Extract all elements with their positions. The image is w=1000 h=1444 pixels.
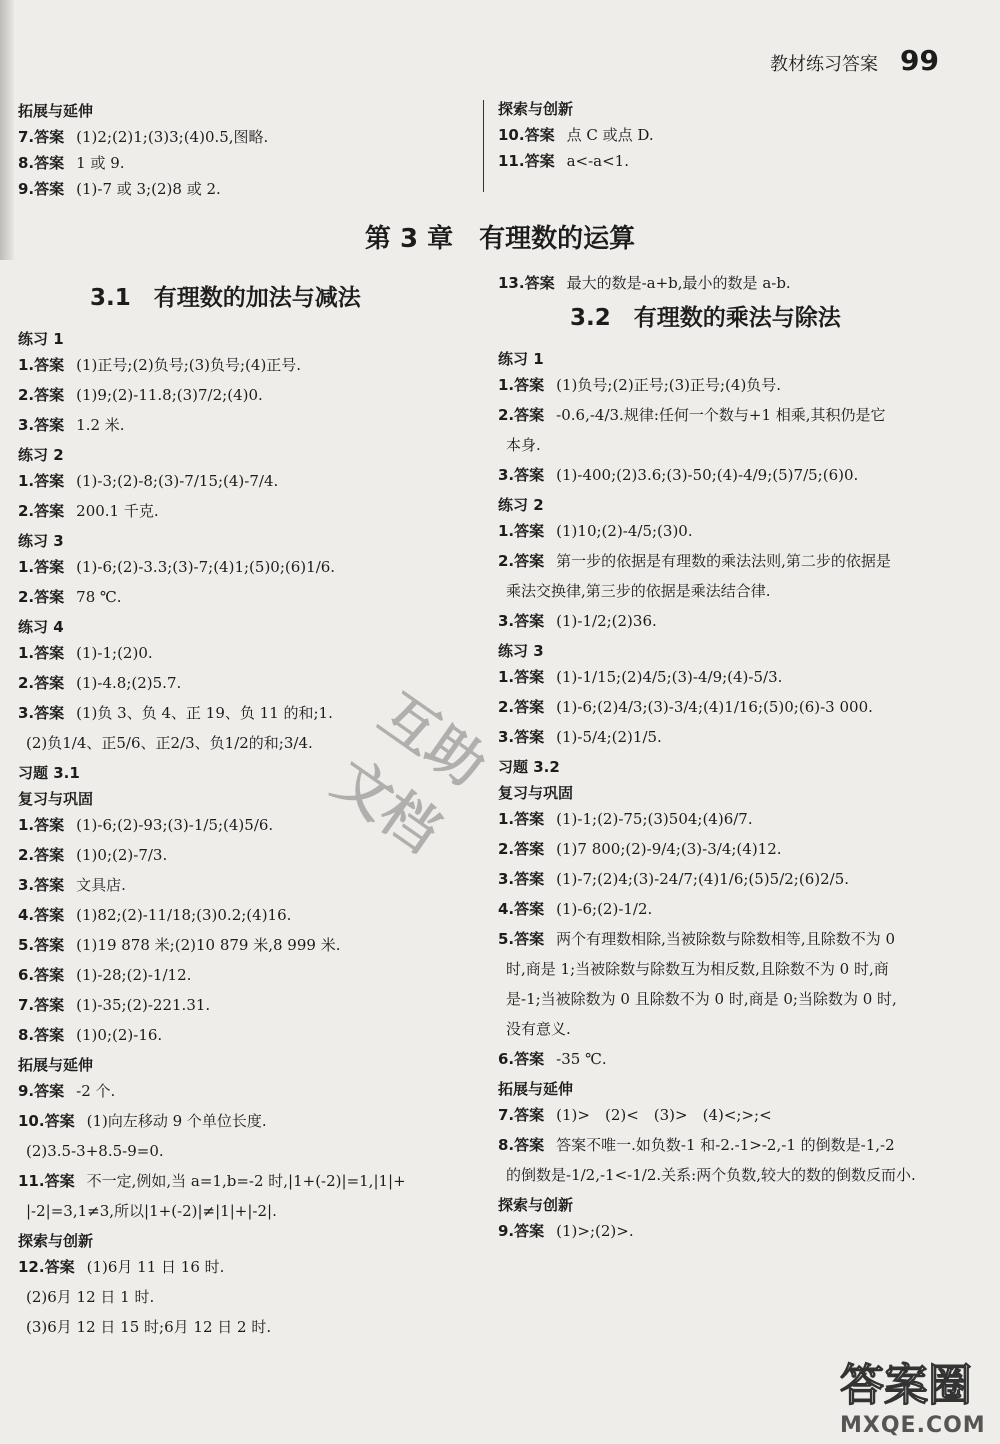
continuation-line: (2)负1/4、正5/6、正2/3、负1/2的和;3/4. <box>26 734 313 752</box>
answer-number: 2. <box>498 406 515 424</box>
answer-line: 13.答案 最大的数是-a+b,最小的数是 a-b. <box>498 274 791 292</box>
section-heading: 练习 1 <box>498 350 544 368</box>
section-heading: 习题 3.2 <box>498 758 560 776</box>
answer-line <box>18 588 478 618</box>
answer-text: -0.6,-4/3.规律:任何一个数与+1 相乘,其积仍是它 <box>556 406 886 424</box>
answer-line <box>18 1112 478 1142</box>
section-heading: 复习与巩固 <box>498 784 574 802</box>
answer-text: (1)-1;(2)0. <box>76 644 153 662</box>
answer-label: 答案 <box>514 698 545 716</box>
continuation-line: 乘法交换律,第三步的依据是乘法结合律. <box>506 582 771 600</box>
answer-text: (1)-6;(2)-3.3;(3)-7;(4)1;(5)0;(6)1/6. <box>76 558 336 576</box>
answer-line <box>18 416 478 446</box>
section-heading: 练习 2 <box>498 496 544 514</box>
answer-text: (1)2;(2)1;(3)3;(4)0.5,图略. <box>76 128 269 146</box>
answer-line <box>498 552 978 582</box>
answer-label: 答案 <box>514 1136 545 1154</box>
answer-number: 8. <box>498 1136 515 1154</box>
answer-number: 11. <box>18 1172 45 1190</box>
answer-number: 10. <box>18 1112 45 1130</box>
answer-label: 答案 <box>34 704 65 722</box>
answer-label: 答案 <box>514 522 545 540</box>
answer-number: 2. <box>18 588 35 606</box>
continuation-line: (3)6月 12 日 15 时;6月 12 日 2 时. <box>26 1318 272 1336</box>
answer-label: 答案 <box>34 180 65 198</box>
section-heading: 探索与创新 <box>498 1196 574 1214</box>
answer-label: 答案 <box>514 810 545 828</box>
continuation-line: 时,商是 1;当被除数与除数互为相反数,且除数不为 0 时,商 <box>506 960 889 978</box>
answer-text: (1)正号;(2)负号;(3)负号;(4)正号. <box>76 356 302 374</box>
left-column <box>18 284 478 1348</box>
answer-text: (1)19 878 米;(2)10 879 米,8 999 米. <box>76 936 341 954</box>
answer-label: 答案 <box>34 966 65 984</box>
answer-line <box>498 870 978 900</box>
answer-line <box>18 386 478 416</box>
answer-text: (1)负号;(2)正号;(3)正号;(4)负号. <box>556 376 782 394</box>
section-heading: 练习 1 <box>18 330 64 348</box>
answer-number: 5. <box>498 930 515 948</box>
answer-text: 两个有理数相除,当被除数与除数相等,且除数不为 0 <box>556 930 896 948</box>
answer-text: (1)-1/15;(2)4/5;(3)-4/9;(4)-5/3. <box>556 668 783 686</box>
answer-label: 答案 <box>34 996 65 1014</box>
answer-number: 1. <box>18 356 35 374</box>
answer-number: 3. <box>498 612 515 630</box>
answer-label: 答案 <box>44 1172 75 1190</box>
answer-label: 答案 <box>514 728 545 746</box>
answer-text: (1)向左移动 9 个单位长度. <box>86 1112 267 1130</box>
answer-text: 200.1 千克. <box>76 502 159 520</box>
answer-number: 7. <box>498 1106 515 1124</box>
answer-text: (1)7 800;(2)-9/4;(3)-3/4;(4)12. <box>556 840 782 858</box>
section-heading: 拓展与延伸 <box>18 1056 94 1074</box>
section-heading: 练习 3 <box>498 642 544 660</box>
answer-label: 答案 <box>34 936 65 954</box>
answer-label: 答案 <box>34 1026 65 1044</box>
answer-text: (1)> (2)< (3)> (4)<;>;< <box>556 1106 772 1124</box>
answer-line <box>498 668 978 698</box>
answer-line <box>18 502 478 532</box>
section-heading: 复习与巩固 <box>18 790 94 808</box>
section-heading: 拓展与延伸 <box>18 102 94 120</box>
answer-label: 答案 <box>34 558 65 576</box>
answer-line <box>18 906 478 936</box>
answer-line <box>498 810 978 840</box>
answer-line <box>18 558 478 588</box>
answer-label: 答案 <box>34 416 65 434</box>
answer-text: (1)6月 11 日 16 时. <box>86 1258 225 1276</box>
answer-text: -2 个. <box>76 1082 116 1100</box>
corner-watermark-url: MXQE.COM <box>840 1413 986 1438</box>
answer-number: 8. <box>18 1026 35 1044</box>
answer-label: 答案 <box>34 128 65 146</box>
answer-text: (1)-3;(2)-8;(3)-7/15;(4)-7/4. <box>76 472 279 490</box>
answer-text: 1.2 米. <box>76 416 125 434</box>
corner-watermark <box>840 1349 990 1439</box>
answer-number: 1. <box>498 668 515 686</box>
answer-line <box>498 466 978 496</box>
answer-text: (1)-6;(2)4/3;(3)-3/4;(4)1/16;(5)0;(6)-3 000. <box>556 698 873 716</box>
answer-line <box>18 846 478 876</box>
answer-line <box>498 900 978 930</box>
answer-text: (1)9;(2)-11.8;(3)7/2;(4)0. <box>76 386 263 404</box>
answer-number: 1. <box>498 810 515 828</box>
answer-text: (1)-4.8;(2)5.7. <box>76 674 182 692</box>
answer-label: 答案 <box>34 906 65 924</box>
answer-text: (1)-7;(2)4;(3)-24/7;(4)1/6;(5)5/2;(6)2/5. <box>556 870 850 888</box>
section-title: 3.2 有理数的乘法与除法 <box>570 305 841 331</box>
answer-label: 答案 <box>514 1222 545 1240</box>
section-heading: 探索与创新 <box>498 100 574 118</box>
answer-number: 1. <box>498 376 515 394</box>
answer-line <box>18 1258 478 1288</box>
top-left-block <box>18 102 478 206</box>
answer-number: 8. <box>18 154 35 172</box>
answer-label: 答案 <box>514 466 545 484</box>
answer-number: 9. <box>18 180 35 198</box>
answer-label: 答案 <box>44 1258 75 1276</box>
answer-number: 2. <box>18 386 35 404</box>
answer-label: 答案 <box>514 668 545 686</box>
answer-label: 答案 <box>34 356 65 374</box>
answer-line <box>498 152 978 178</box>
answer-label: 答案 <box>34 674 65 692</box>
answer-number: 6. <box>18 966 35 984</box>
answer-number: 3. <box>18 876 35 894</box>
answer-label: 答案 <box>514 552 545 570</box>
answer-line <box>18 180 478 206</box>
answer-label: 答案 <box>514 870 545 888</box>
answer-text: (1)0;(2)-7/3. <box>76 846 168 864</box>
section-heading: 练习 3 <box>18 532 64 550</box>
chapter-title: 第 3 章 有理数的运算 <box>364 224 636 254</box>
section-title: 3.1 有理数的加法与减法 <box>90 285 361 311</box>
answer-text: (1)-400;(2)3.6;(3)-50;(4)-4/9;(5)7/5;(6)0. <box>556 466 859 484</box>
answer-line <box>498 1136 978 1166</box>
answer-line <box>498 1106 978 1136</box>
answer-line <box>498 840 978 870</box>
answer-number: 9. <box>498 1222 515 1240</box>
continuation-line: (2)6月 12 日 1 时. <box>26 1288 155 1306</box>
answer-label: 答案 <box>524 126 555 144</box>
answer-number: 3. <box>18 416 35 434</box>
answer-number: 3. <box>498 466 515 484</box>
corner-watermark-logo: 答案圈 <box>840 1360 972 1411</box>
section-heading: 习题 3.1 <box>18 764 80 782</box>
answer-text: 点 C 或点 D. <box>566 126 654 144</box>
continuation-line: (2)3.5-3+8.5-9=0. <box>26 1142 164 1160</box>
answer-text: (1)-28;(2)-1/12. <box>76 966 192 984</box>
answer-number: 4. <box>18 906 35 924</box>
answer-text: (1)-6;(2)-1/2. <box>556 900 653 918</box>
answer-number: 2. <box>18 502 35 520</box>
answer-label: 答案 <box>514 376 545 394</box>
answer-line <box>18 128 478 154</box>
answer-number: 9. <box>18 1082 35 1100</box>
continuation-line: 本身. <box>506 436 541 454</box>
answer-line <box>18 674 478 704</box>
answer-number: 1. <box>18 644 35 662</box>
answer-number: 7. <box>18 128 35 146</box>
answer-number: 3. <box>18 704 35 722</box>
answer-text: (1)-6;(2)-93;(3)-1/5;(4)5/6. <box>76 816 274 834</box>
answer-line <box>498 126 978 152</box>
answer-label: 答案 <box>34 644 65 662</box>
answer-text: 1 或 9. <box>76 154 125 172</box>
answer-text: -35 ℃. <box>556 1050 607 1068</box>
center-watermark: 互助文档 <box>321 682 497 866</box>
answer-line <box>18 996 478 1026</box>
answer-line <box>498 728 978 758</box>
answer-text: (1)-7 或 3;(2)8 或 2. <box>76 180 221 198</box>
answer-number: 7. <box>18 996 35 1014</box>
header-label: 教材练习答案 <box>770 54 878 75</box>
answer-number: 12. <box>18 1258 45 1276</box>
answer-label: 答案 <box>514 900 545 918</box>
column-divider <box>483 100 484 192</box>
answer-label: 答案 <box>514 1050 545 1068</box>
answer-text: (1)-1/2;(2)36. <box>556 612 657 630</box>
answer-text: (1)负 3、负 4、正 19、负 11 的和;1. <box>76 704 333 722</box>
answer-label: 答案 <box>34 876 65 894</box>
answer-number: 2. <box>18 674 35 692</box>
answer-line <box>498 1222 978 1252</box>
answer-label: 答案 <box>514 406 545 424</box>
answer-label: 答案 <box>34 502 65 520</box>
answer-line <box>18 966 478 996</box>
answer-label: 答案 <box>34 154 65 172</box>
section-heading: 练习 4 <box>18 618 64 636</box>
answer-text: (1)>;(2)>. <box>556 1222 634 1240</box>
answer-text: 78 ℃. <box>76 588 122 606</box>
answer-number: 1. <box>498 522 515 540</box>
answer-text: 文具店. <box>76 876 126 894</box>
answer-line <box>498 612 978 642</box>
answer-number: 2. <box>18 846 35 864</box>
answer-label: 答案 <box>524 152 555 170</box>
answer-line <box>18 1172 478 1202</box>
answer-line <box>18 704 478 734</box>
answer-text: (1)-35;(2)-221.31. <box>76 996 211 1014</box>
answer-line <box>18 356 478 386</box>
continuation-line: 是-1;当被除数为 0 且除数不为 0 时,商是 0;当除数为 0 时, <box>506 990 897 1008</box>
answer-label: 答案 <box>514 930 545 948</box>
answer-label: 答案 <box>34 472 65 490</box>
answer-line <box>498 1050 978 1080</box>
answer-line <box>18 876 478 906</box>
answer-text: (1)10;(2)-4/5;(3)0. <box>556 522 693 540</box>
answer-line <box>18 472 478 502</box>
answer-label: 答案 <box>34 816 65 834</box>
answer-number: 2. <box>498 698 515 716</box>
answer-number: 1. <box>18 816 35 834</box>
answer-label: 答案 <box>514 840 545 858</box>
answer-number: 2. <box>498 840 515 858</box>
answer-label: 答案 <box>514 612 545 630</box>
answer-number: 10. <box>498 126 525 144</box>
continuation-line: 的倒数是-1/2,-1<-1/2.关系:两个负数,较大的数的倒数反而小. <box>506 1166 916 1184</box>
answer-label: 答案 <box>34 386 65 404</box>
answer-text: 不一定,例如,当 a=1,b=-2 时,|1+(-2)|=1,|1|+ <box>86 1172 406 1190</box>
answer-number: 11. <box>498 152 525 170</box>
answer-text: (1)0;(2)-16. <box>76 1026 163 1044</box>
answer-text: 答案不唯一.如负数-1 和-2.-1>-2,-1 的倒数是-1,-2 <box>556 1136 895 1154</box>
answer-line <box>18 816 478 846</box>
answer-number: 6. <box>498 1050 515 1068</box>
answer-text: (1)-5/4;(2)1/5. <box>556 728 662 746</box>
answer-line <box>18 936 478 966</box>
answer-text: 第一步的依据是有理数的乘法法则,第二步的依据是 <box>556 552 891 570</box>
answer-label: 答案 <box>514 1106 545 1124</box>
answer-line <box>498 930 978 960</box>
answer-number: 3. <box>498 728 515 746</box>
continuation-line: 没有意义. <box>506 1020 571 1038</box>
answer-text: a<-a<1. <box>566 152 629 170</box>
continuation-line: |-2|=3,1≠3,所以|1+(-2)|≠|1|+|-2|. <box>26 1202 277 1220</box>
answer-line <box>498 522 978 552</box>
answer-label: 答案 <box>34 846 65 864</box>
right-column <box>498 274 978 1252</box>
answer-line <box>18 1026 478 1056</box>
section-heading: 拓展与延伸 <box>498 1080 574 1098</box>
answer-number: 1. <box>18 472 35 490</box>
answer-number: 2. <box>498 552 515 570</box>
answer-number: 5. <box>18 936 35 954</box>
top-right-block <box>498 100 978 178</box>
answer-line <box>498 698 978 728</box>
answer-line <box>18 154 478 180</box>
answer-label: 答案 <box>44 1112 75 1130</box>
answer-line <box>18 644 478 674</box>
answer-number: 4. <box>498 900 515 918</box>
answer-number: 3. <box>498 870 515 888</box>
section-heading: 练习 2 <box>18 446 64 464</box>
page-number: 99 <box>900 44 939 77</box>
answer-text: (1)82;(2)-11/18;(3)0.2;(4)16. <box>76 906 292 924</box>
answer-label: 答案 <box>34 1082 65 1100</box>
answer-number: 1. <box>18 558 35 576</box>
answer-text: (1)-1;(2)-75;(3)504;(4)6/7. <box>556 810 753 828</box>
answer-line <box>498 406 978 436</box>
section-heading: 探索与创新 <box>18 1232 94 1250</box>
answer-label: 答案 <box>34 588 65 606</box>
answer-line <box>498 376 978 406</box>
answer-line <box>18 1082 478 1112</box>
